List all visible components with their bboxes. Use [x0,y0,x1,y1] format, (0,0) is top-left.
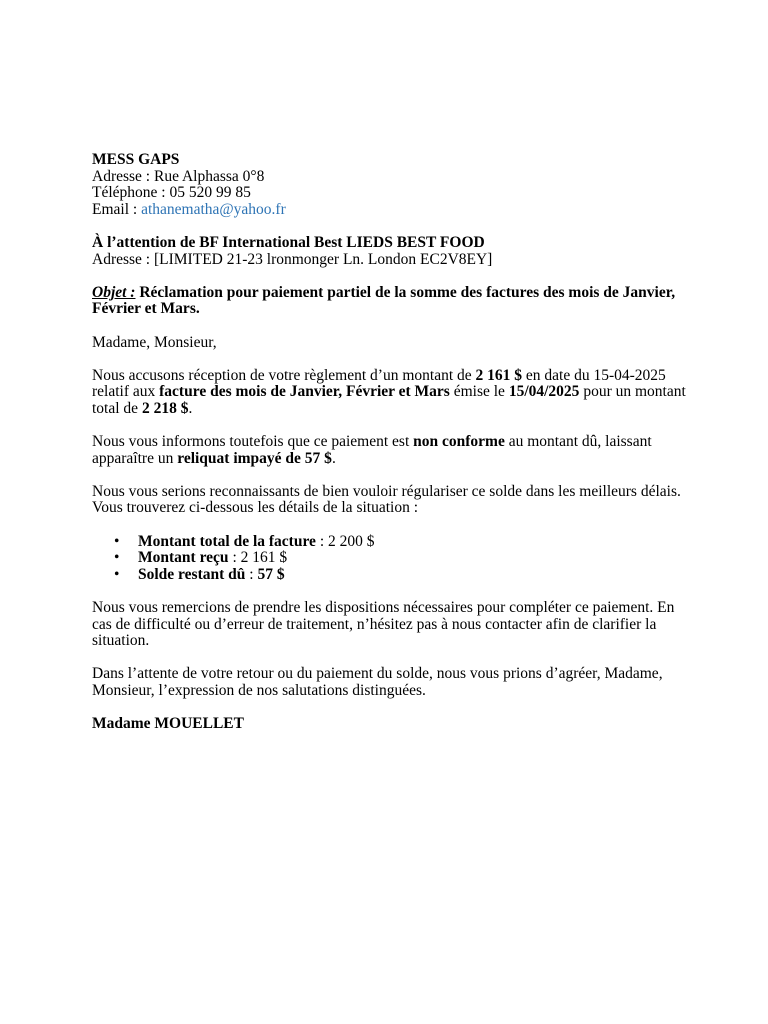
salutation: Madame, Monsieur, [92,333,217,351]
recipient-attention: À l’attention de BF International Best LIEDS BEST FOOD [92,233,485,251]
sender-email-line [92,202,692,219]
detail-value: 57 $ [257,565,285,583]
paragraph-text: . [331,449,336,467]
detail-separator: : [315,532,328,550]
detail-label: Solde restant dû [138,565,246,583]
subject-label: Objet : [92,283,136,301]
detail-label: Montant reçu [138,549,229,567]
paragraph-text: Nous vous informons toutefois que ce paiement est [92,433,414,451]
sender-block [92,152,692,218]
bullet-icon: • [114,532,120,550]
recipient-address: Adresse : [LIMITED 21-23 lronmonger Ln. London EC2V8EY] [92,250,493,268]
paragraph-closing: Dans l’attente de votre retour ou du paiement du solde, nous vous prions d’agréer, Madame, Monsieur, l’expression de nos salutations distinguées. [92,665,663,699]
recipient-block [92,235,692,268]
subject-line [92,285,692,318]
letter-page [92,152,692,733]
invoice-total: 2 218 $ [141,399,189,417]
details-list [92,534,692,584]
detail-value: 2 161 $ [240,549,288,567]
paragraph-request: Nous vous serions reconnaissants de bien vouloir régulariser ce solde dans les meilleurs délais. Vous trouverez ci-dessous les détails de la situation : [92,482,681,517]
sender-phone: Téléphone : 05 520 99 85 [92,184,251,202]
bullet-icon: • [114,549,120,567]
bullet-icon: • [114,565,120,583]
detail-label: Montant total de la facture [138,532,316,550]
detail-separator: : [245,565,258,583]
sender-name: MESS GAPS [92,151,180,168]
list-item [114,549,692,567]
sender-email-link[interactable]: athanematha@yahoo.fr [141,200,286,218]
paragraph-nonconform [92,434,692,467]
nonconform-label: non conforme [413,433,505,451]
paragraph-text: émise le [449,383,509,401]
paragraph-text: pour un montant total de [92,383,686,417]
paragraph-text: en date du 15-04-2025 relatif aux [92,366,666,401]
amount-received: 2 161 $ [475,366,523,384]
detail-separator: : [228,549,241,567]
unpaid-balance: reliquat impayé de 57 $ [177,449,332,467]
paragraph-thanks: Nous vous remercions de prendre les dispositions nécessaires pour compléter ce paiement. En cas de difficulté ou d’erreur de traitement, n’hésitez pas à nous contacter afin de clarifier la situation. [92,599,675,650]
invoice-months: facture des mois de Janvier, Février et Mars [159,383,450,401]
detail-value: 2 200 $ [328,532,375,550]
paragraph-text: . [188,399,193,417]
list-item [114,532,692,551]
sender-address: Adresse : Rue Alphassa 0°8 [92,167,265,185]
subject-text: Réclamation pour paiement partiel de la somme des factures des mois de Janvier, Février et Mars. [92,283,676,318]
paragraph-text: Nous accusons réception de votre règlement d’un montant de [92,366,476,384]
paragraph-reception [92,368,692,418]
paragraph-text: au montant dû, laissant apparaître un [92,433,652,467]
invoice-date: 15/04/2025 [508,383,580,401]
list-item [114,565,692,584]
sender-email-label: Email : [92,200,142,218]
signature: Madame MOUELLET [92,715,244,733]
